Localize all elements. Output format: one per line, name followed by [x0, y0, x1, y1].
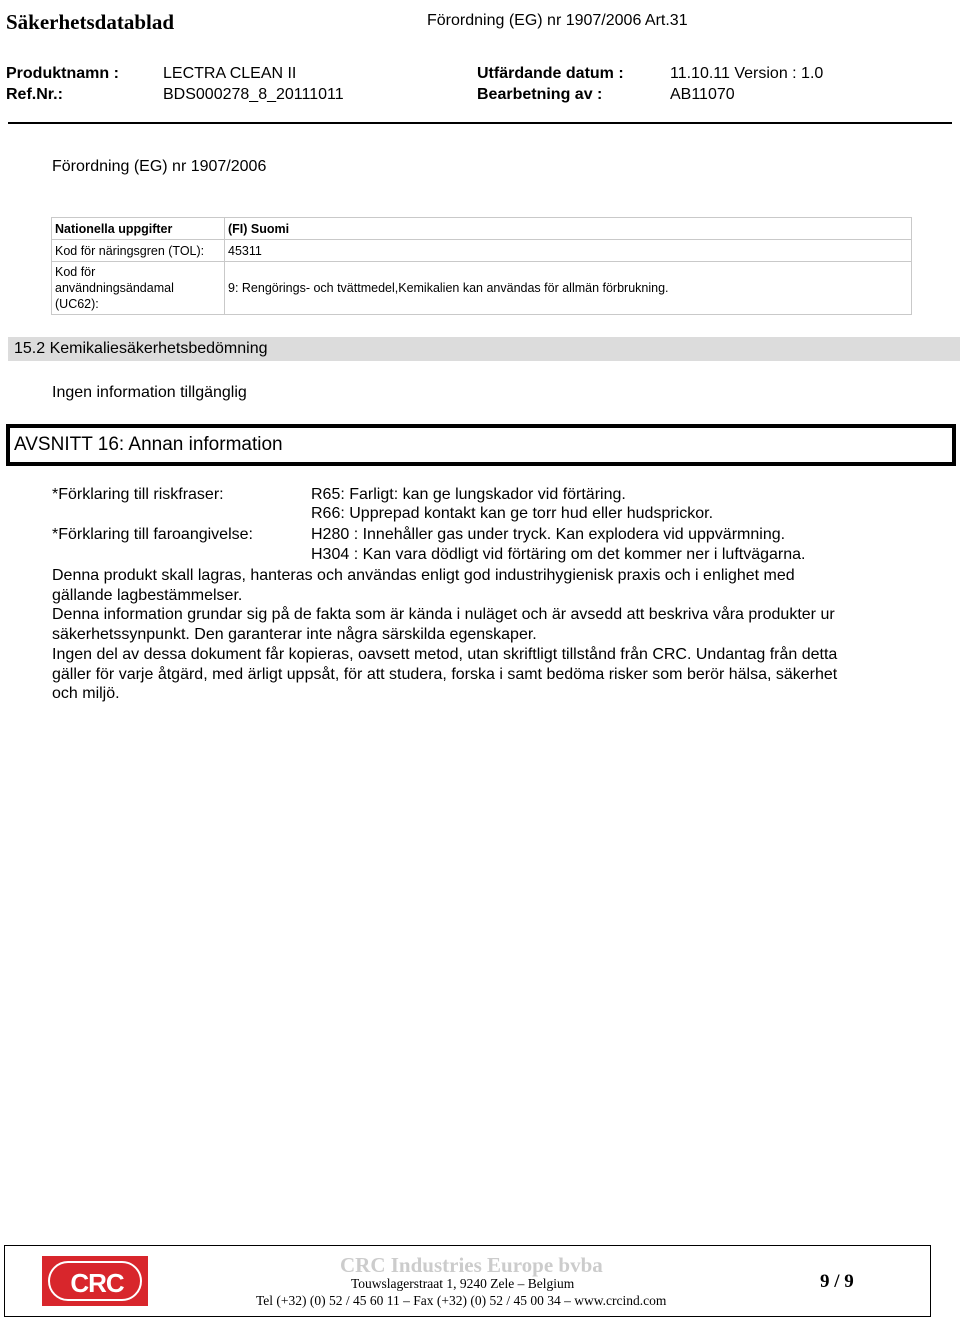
regulation-reference: Förordning (EG) nr 1907/2006 Art.31 — [427, 12, 688, 29]
section-15-2-heading: 15.2 Kemikaliesäkerhetsbedömning — [14, 340, 268, 357]
risk-phrase-r66: R66: Upprepad kontakt kan ge torr hud eller hudsprickor. — [311, 505, 714, 522]
disclaimer-1-line-2: gällande lagbestämmelser. — [52, 586, 243, 604]
edited-by-label: Bearbetning av : — [477, 86, 603, 103]
national-data-table — [51, 217, 912, 315]
risk-phrases-label: *Förklaring till riskfraser: — [52, 486, 224, 503]
disclaimer-1-line-1: Denna produkt skall lagras, hanteras och användas enligt god industrihygienisk praxis och i enlighet med — [52, 567, 795, 584]
industry-code-label: Kod för näringsgren (TOL): — [52, 240, 225, 262]
disclaimer-3-line-2: gäller för varje åtgärd, med ärligt uppsåt, för att studera, forska i samt bedöma risker som berör hälsa, säkerhet — [52, 665, 838, 683]
hazard-statement-h304: H304 : Kan vara dödligt vid förtäring om det kommer ner i luftvägarna. — [311, 546, 806, 563]
ref-number-label: Ref.Nr.: — [6, 86, 63, 103]
header-divider — [8, 122, 952, 124]
product-name-label: Produktnamn : — [6, 65, 119, 82]
issue-date-value: 11.10.11 Version : 1.0 — [670, 65, 824, 82]
section-15-2-text: Ingen information tillgänglig — [52, 384, 247, 401]
disclaimer-paragraph-2 — [52, 605, 922, 644]
usage-code-label-line2: användningsändamal — [55, 281, 174, 295]
disclaimer-paragraph-1 — [52, 566, 922, 605]
disclaimer-2-line-2: säkerhetssynpunkt. Den garanterar inte några särskilda egenskaper. — [52, 625, 537, 643]
industry-code-value: 45311 — [225, 240, 912, 262]
risk-phrase-r65: R65: Farligt: kan ge lungskador vid förtäring. — [311, 486, 626, 503]
table-header-country: (FI) Suomi — [225, 218, 912, 240]
regulation-line: Förordning (EG) nr 1907/2006 — [52, 158, 267, 175]
hazard-statement-h280: H280 : Innehåller gas under tryck. Kan explodera vid uppvärmning. — [311, 526, 786, 543]
disclaimer-3-line-1: Ingen del av dessa dokument får kopieras, oavsett metod, utan skriftligt tillstånd från CRC. Undantag från detta — [52, 646, 838, 663]
section-15-2-bar — [8, 337, 960, 361]
disclaimer-2-line-1: Denna information grundar sig på de fakta som är kända i nuläget och är avsedd att beskriva våra produkter ur — [52, 606, 835, 623]
product-name-value: LECTRA CLEAN II — [163, 65, 297, 82]
document-title: Säkerhetsdatablad — [6, 10, 175, 34]
crc-logo-ring — [48, 1261, 142, 1301]
section-16-heading: AVSNITT 16: Annan information — [14, 434, 283, 455]
usage-code-label-line3: (UC62): — [55, 297, 99, 311]
page-number: 9 / 9 — [820, 1271, 854, 1292]
usage-code-label-line1: Kod för — [55, 265, 96, 279]
crc-logo-text: CRC — [70, 1268, 124, 1298]
hazard-statements-label: *Förklaring till faroangivelse: — [52, 526, 253, 543]
company-address: Touwslagerstraat 1, 9240 Zele – Belgium — [351, 1276, 575, 1291]
disclaimer-3-line-3: och miljö. — [52, 685, 120, 703]
issue-date-label: Utfärdande datum : — [477, 65, 624, 82]
disclaimer-paragraph-3 — [52, 645, 922, 704]
ref-number-value: BDS000278_8_20111011 — [163, 86, 344, 103]
usage-code-label — [52, 262, 225, 315]
edited-by-value: AB11070 — [670, 86, 735, 103]
company-name: CRC Industries Europe bvba — [340, 1253, 603, 1277]
table-header-national: Nationella uppgifter — [52, 218, 225, 240]
crc-logo — [42, 1256, 148, 1306]
usage-code-value: 9: Rengörings- och tvättmedel,Kemikalien kan användas för allmän förbrukning. — [225, 262, 912, 315]
company-contact: Tel (+32) (0) 52 / 45 60 11 – Fax (+32) (0) 52 / 45 00 34 – www.crcind.com — [256, 1293, 667, 1308]
section-16-header — [6, 424, 956, 466]
